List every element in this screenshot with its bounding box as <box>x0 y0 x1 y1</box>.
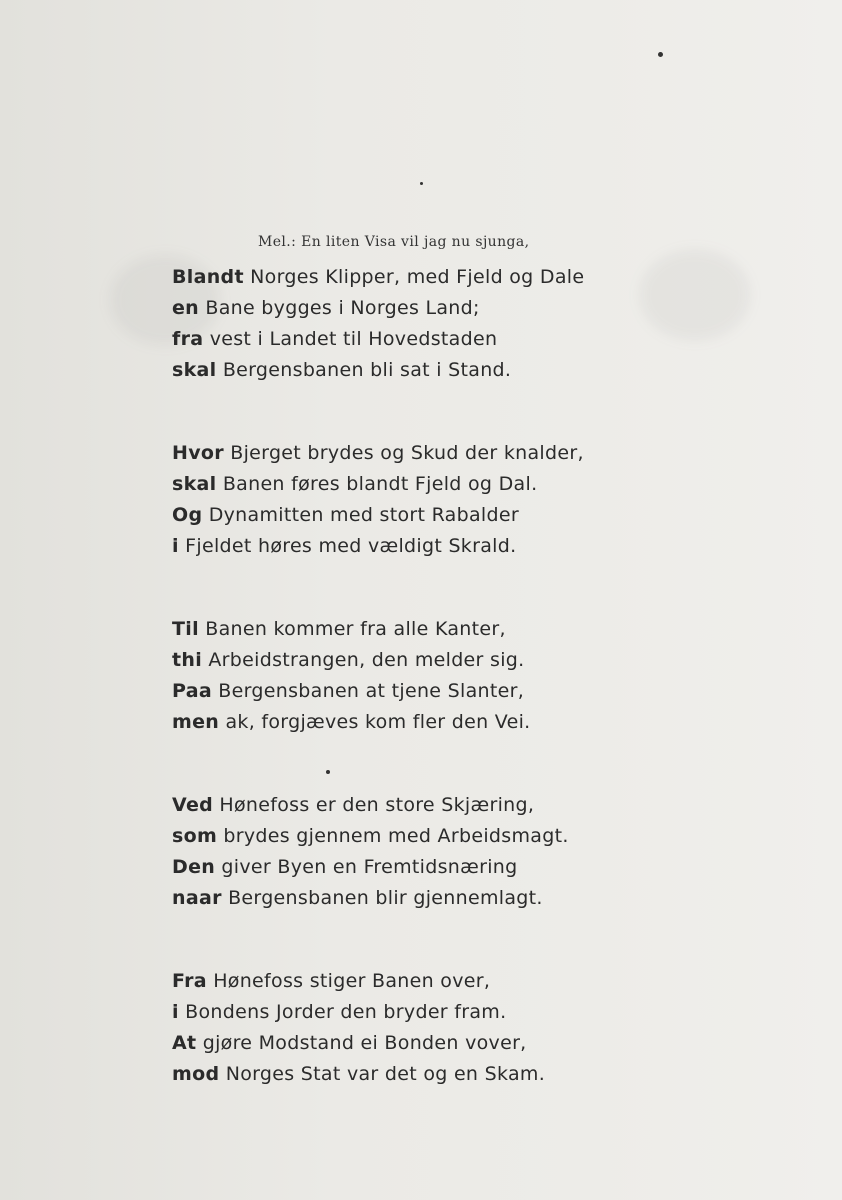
verse-line: som brydes gjennem med Arbeidsmagt. <box>172 825 569 847</box>
stanza-3 <box>172 614 692 738</box>
verse-line: men ak, forgjæves kom fler den Vei. <box>172 711 531 733</box>
dust-speck <box>420 182 423 185</box>
verse-line: i Bondens Jorder den bryder fram. <box>172 1001 507 1023</box>
verse-line: naar Bergensbanen blir gjennemlagt. <box>172 887 543 909</box>
dust-speck <box>326 770 330 774</box>
stanza-5 <box>172 966 692 1090</box>
verse-line: Fra Hønefoss stiger Banen over, <box>172 970 491 992</box>
verse-line: Den giver Byen en Fremtidsnæring <box>172 856 518 878</box>
verse-line: skal Bergensbanen bli sat i Stand. <box>172 359 512 381</box>
dust-speck <box>658 52 663 57</box>
verse-line: Og Dynamitten med stort Rabalder <box>172 504 519 526</box>
stanza-4 <box>172 790 692 914</box>
verse-line: i Fjeldet høres med vældigt Skrald. <box>172 535 517 557</box>
verse-line: thi Arbeidstrangen, den melder sig. <box>172 649 525 671</box>
stanza-1 <box>172 262 692 386</box>
verse-line: Blandt Norges Klipper, med Fjeld og Dale <box>172 266 585 288</box>
verse-line: Hvor Bjerget brydes og Skud der knalder, <box>172 442 584 464</box>
stanza-2 <box>172 438 692 562</box>
verse-line: Ved Hønefoss er den store Skjæring, <box>172 794 535 816</box>
verse-line: mod Norges Stat var det og en Skam. <box>172 1063 546 1085</box>
verse-line: skal Banen føres blandt Fjeld og Dal. <box>172 473 538 495</box>
verse-line: fra vest i Landet til Hovedstaden <box>172 328 498 350</box>
melody-note: Mel.: En liten Visa vil jag nu sjunga, <box>258 234 530 250</box>
verse-line: en Bane bygges i Norges Land; <box>172 297 480 319</box>
verse-line: Paa Bergensbanen at tjene Slanter, <box>172 680 525 702</box>
verse-line: At gjøre Modstand ei Bonden vover, <box>172 1032 527 1054</box>
verse-line: Til Banen kommer fra alle Kanter, <box>172 618 506 640</box>
